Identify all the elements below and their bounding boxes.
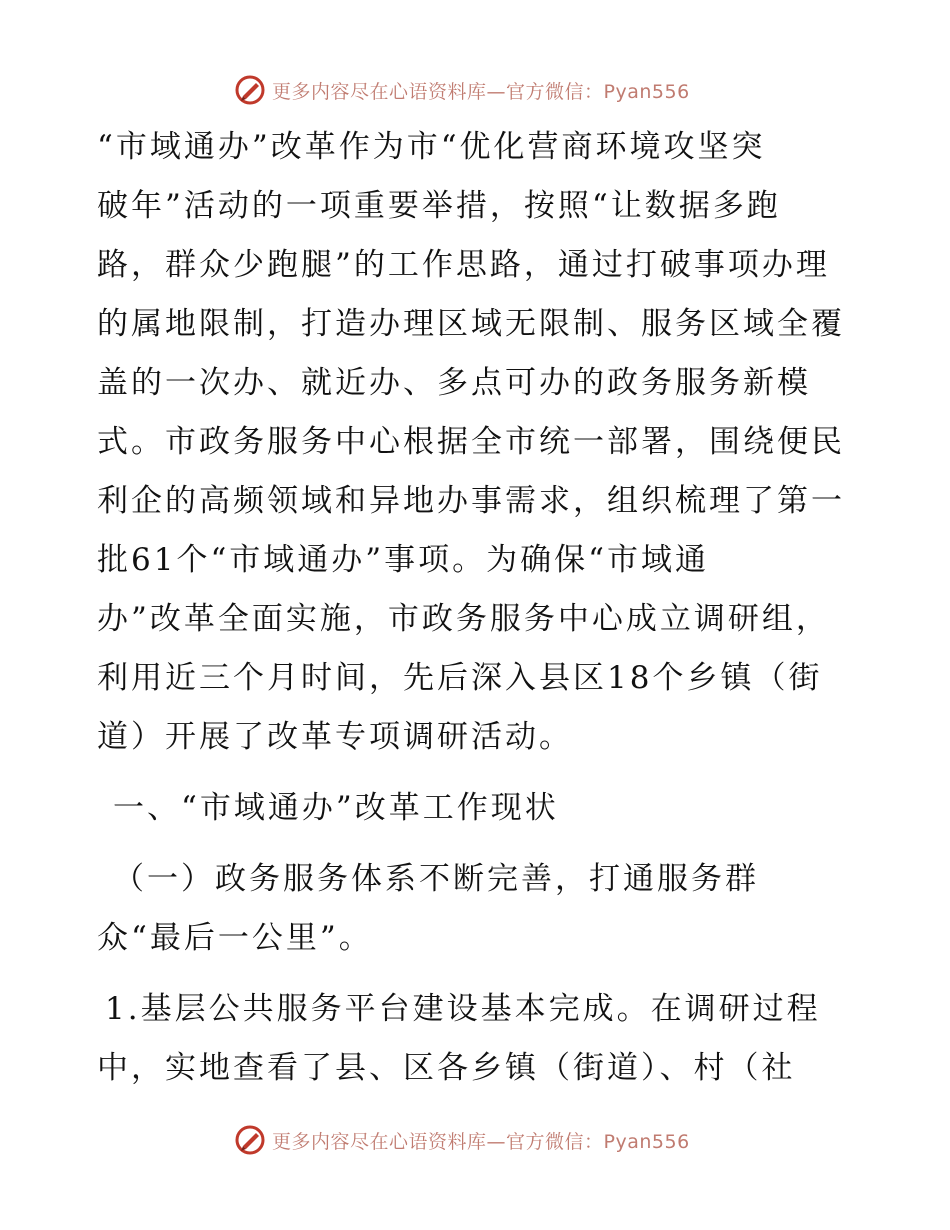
watermark-top	[234, 72, 690, 108]
paragraph-line: 破年”活动的一项重要举措，按照“让数据多跑	[97, 188, 781, 224]
watermark-logo-icon	[234, 1124, 266, 1156]
section-heading: 一、“市域通办”改革工作现状	[113, 790, 559, 826]
paragraph-line: 式。市政务服务中心根据全市统一部署，围绕便民	[97, 424, 845, 460]
document-body	[97, 118, 857, 1098]
paragraph-line: 办”改革全面实施，市政务服务中心成立调研组，	[97, 601, 830, 637]
paragraph-line: 盖的一次办、就近办、多点可办的政务服务新模	[97, 365, 811, 401]
watermark-bottom	[234, 1122, 690, 1158]
paragraph-line: 利企的高频领域和异地办事需求，组织梳理了第一	[97, 483, 845, 519]
paragraph-line: 批61个“市域通办”事项。为确保“市域通	[97, 542, 709, 578]
point-line: 1.基层公共服务平台建设基本完成。在调研过程	[105, 991, 821, 1027]
watermark-text: 更多内容尽在心语资料库—官方微信：Pyan556	[272, 80, 690, 103]
subsection-heading-line: 众“最后一公里”。	[97, 920, 373, 956]
point-line: 中，实地查看了县、区各乡镇（街道）、村（社	[97, 1050, 796, 1086]
watermark-text: 更多内容尽在心语资料库—官方微信：Pyan556	[272, 1130, 690, 1153]
paragraph-line: “市域通办”改革作为市“优化营商环境攻坚突	[97, 129, 766, 165]
watermark-logo-icon	[234, 74, 266, 106]
subsection-heading-line: （一）政务服务体系不断完善，打通服务群	[113, 861, 759, 897]
paragraph-line: 道）开展了改革专项调研活动。	[97, 719, 573, 755]
paragraph-line: 利用近三个月时间，先后深入县区18个乡镇（街	[97, 660, 823, 696]
paragraph-line: 的属地限制，打造办理区域无限制、服务区域全覆	[97, 306, 845, 342]
paragraph-line: 路，群众少跑腿”的工作思路，通过打破事项办理	[97, 247, 830, 283]
